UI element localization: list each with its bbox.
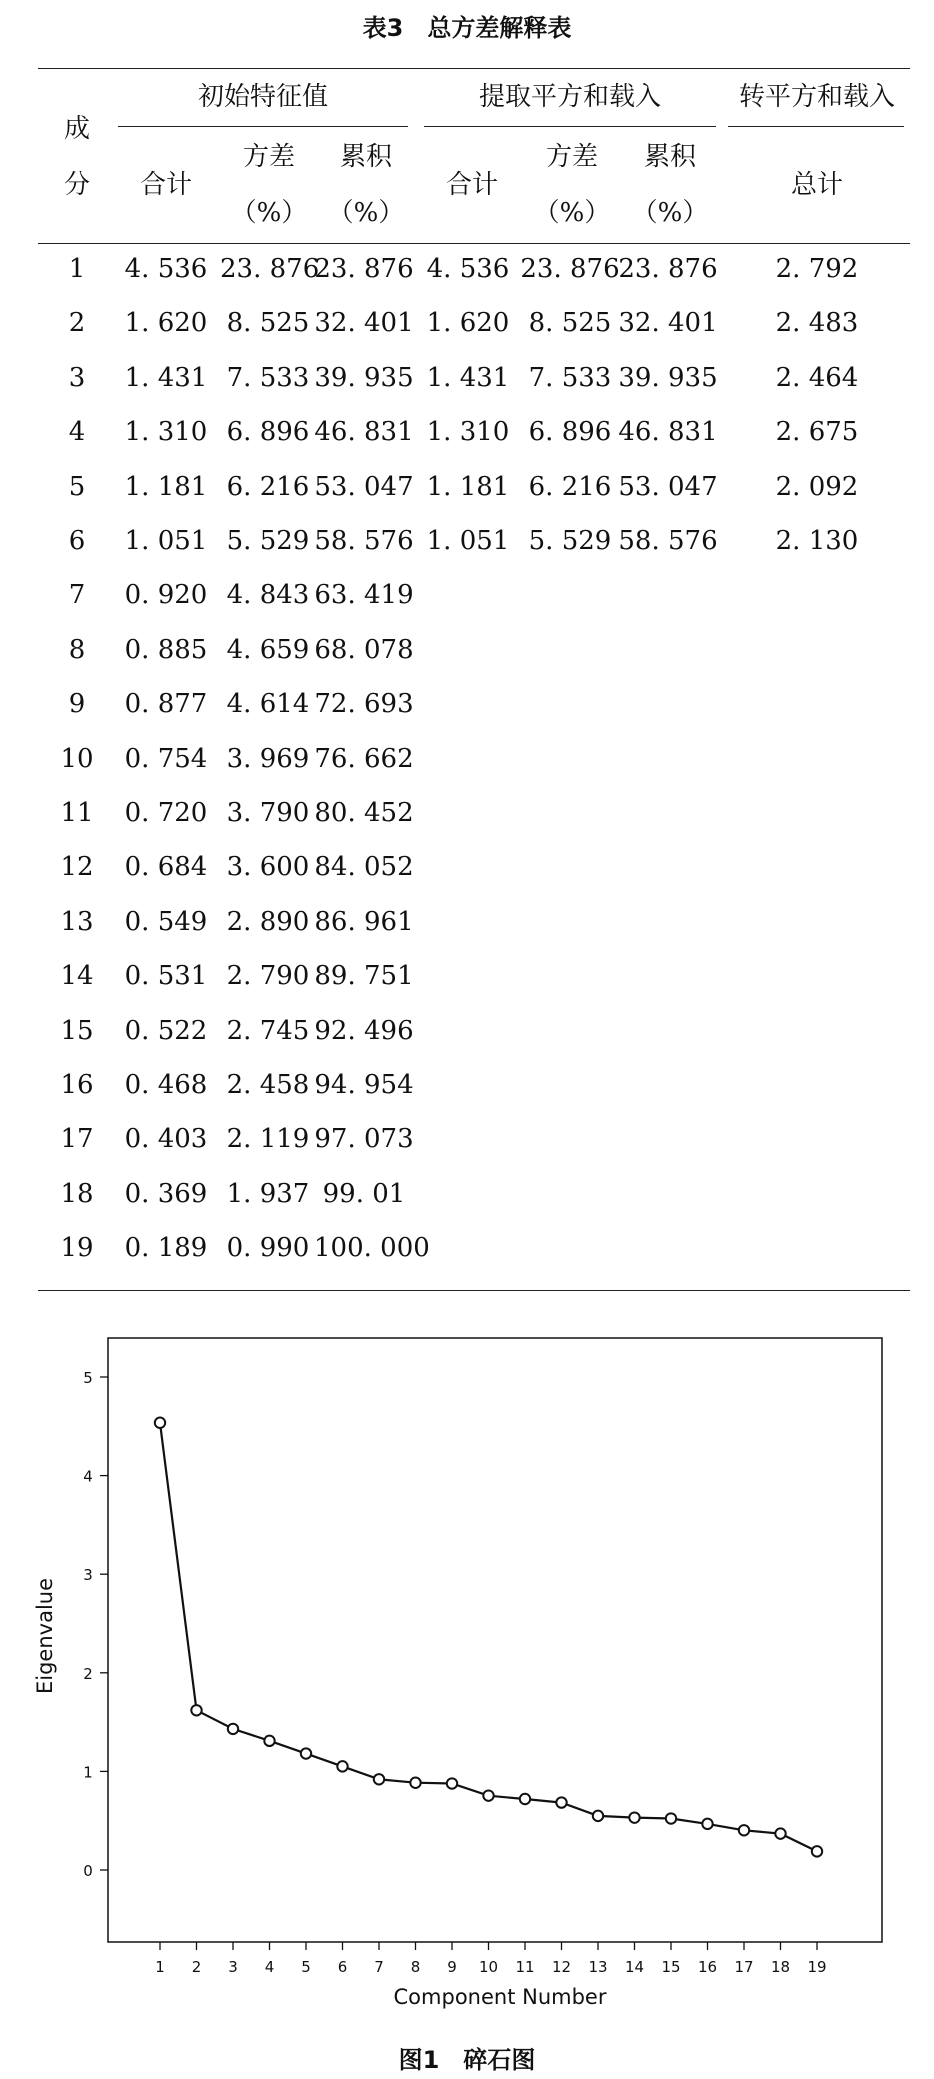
cell-initial-variance: 2. 745 [226,1015,310,1046]
y-tick-label: 0 [83,1862,93,1880]
cell-initial-cumulative: 68. 078 [314,634,414,665]
data-point [228,1724,238,1734]
cell-initial-variance: 2. 119 [226,1124,310,1155]
cell-initial-variance: 3. 969 [226,743,310,774]
cell-component: 8 [68,634,86,665]
cell-initial-cumulative: 92. 496 [314,1015,414,1046]
x-tick-label: 1 [155,1958,165,1976]
cell-component: 4 [68,417,86,448]
cell-initial-variance: 5. 529 [226,526,310,556]
cell-initial-variance: 1. 937 [226,1178,310,1209]
y-tick-label: 5 [83,1369,93,1387]
cell-rotation-total: 2. 483 [775,308,859,339]
x-tick-label: 16 [697,1958,718,1976]
header-initial-cumulative-unit: （%） [327,198,405,228]
y-axis [83,1369,108,1880]
cell-initial-variance: 2. 790 [226,961,310,992]
data-point [775,1828,785,1838]
header-initial-total: 合计 [139,170,192,200]
data-point [337,1761,347,1771]
data-point [666,1813,676,1823]
cell-component: 5 [68,471,86,502]
initial-group-rule [118,126,408,127]
cell-extraction-variance: 7. 533 [528,362,612,393]
x-tick-label: 4 [264,1958,275,1976]
cell-component: 14 [60,961,94,992]
header-extraction-variance: 方差 [545,142,598,172]
header-component-1: 成 [63,114,90,144]
cell-initial-variance: 3. 790 [226,798,310,828]
header-extraction-total: 合计 [445,170,498,200]
cell-component: 16 [60,1070,94,1100]
cell-initial-variance: 8. 525 [226,308,310,339]
cell-extraction-total: 1. 620 [426,308,510,339]
y-tick-label: 2 [83,1664,93,1683]
rotation-group-rule [728,126,904,127]
cell-extraction-cumulative: 32. 401 [618,308,718,339]
data-point [556,1797,566,1807]
cell-extraction-cumulative: 53. 047 [618,471,718,502]
cell-initial-total: 0. 369 [124,1178,208,1209]
series-line [160,1423,817,1852]
header-initial: 初始特征值 [197,82,328,112]
header-initial-cumulative: 累积 [339,142,392,172]
data-points [155,1418,822,1857]
cell-initial-variance: 4. 843 [226,580,310,611]
scree-plot [0,1296,934,2036]
table-bottom-rule [38,1290,910,1291]
cell-initial-total: 0. 754 [124,743,208,774]
cell-initial-total: 0. 531 [124,961,208,992]
header-rotation: 转平方和载入 [738,82,895,112]
cell-initial-total: 4. 536 [124,254,208,284]
cell-component: 17 [60,1124,94,1155]
cell-initial-total: 0. 522 [124,1015,208,1046]
x-tick-label: 19 [807,1958,827,1976]
cell-extraction-variance: 6. 216 [528,471,612,502]
cell-component: 1 [68,254,86,284]
x-tick-label: 13 [588,1958,608,1976]
data-point [374,1774,384,1784]
cell-initial-total: 0. 468 [124,1070,208,1100]
cell-component: 15 [60,1015,94,1046]
header-initial-variance-unit: （%） [230,198,308,228]
cell-initial-total: 0. 920 [124,580,208,611]
cell-initial-total: 1. 181 [124,471,208,502]
cell-initial-total: 0. 549 [124,906,208,937]
cell-initial-cumulative: 100. 000 [314,1233,430,1264]
x-tick-label: 11 [515,1958,535,1976]
header-extraction: 提取平方和载入 [478,82,661,112]
cell-initial-cumulative: 32. 401 [314,308,414,339]
cell-initial-cumulative: 58. 576 [314,526,414,556]
header-bottom-rule [38,243,910,244]
cell-extraction-total: 1. 051 [426,526,510,556]
cell-initial-total: 1. 051 [124,526,208,556]
data-point [410,1778,420,1788]
header-initial-variance: 方差 [242,142,295,172]
x-tick-label: 9 [447,1958,457,1976]
data-point [447,1778,457,1788]
cell-initial-variance: 6. 216 [226,471,310,502]
table-top-rule [38,68,910,69]
cell-initial-cumulative: 89. 751 [314,961,414,992]
cell-rotation-total: 2. 130 [775,526,859,556]
table-caption: 表3 总方差解释表 [362,14,572,42]
cell-initial-variance: 2. 890 [226,906,310,937]
cell-initial-cumulative: 97. 073 [314,1124,414,1155]
cell-component: 7 [68,580,86,611]
cell-component: 11 [60,798,94,828]
cell-rotation-total: 2. 464 [775,362,859,393]
figure-caption: 图1 碎石图 [398,2046,536,2074]
cell-rotation-total: 2. 675 [775,417,859,448]
cell-initial-total: 0. 684 [124,852,208,883]
cell-initial-cumulative: 72. 693 [314,689,414,720]
cell-extraction-total: 1. 310 [426,417,510,448]
cell-initial-variance: 4. 614 [226,689,310,720]
cell-initial-variance: 6. 896 [226,417,310,448]
cell-extraction-total: 4. 536 [426,254,510,284]
header-extraction-variance-unit: （%） [533,198,611,228]
x-tick-label: 15 [661,1958,681,1976]
y-axis-label: Eigenvalue [33,1577,57,1695]
x-tick-label: 7 [374,1958,384,1976]
x-tick-label: 6 [337,1958,348,1976]
cell-component: 3 [68,362,86,393]
cell-extraction-variance: 23. 876 [520,254,620,284]
cell-extraction-total: 1. 431 [426,362,510,393]
cell-rotation-total: 2. 792 [775,254,859,284]
cell-initial-total: 0. 720 [124,798,208,828]
cell-component: 19 [60,1233,94,1264]
header-extraction-cumulative: 累积 [643,142,696,172]
cell-initial-total: 1. 431 [124,362,208,393]
cell-component: 13 [60,906,94,937]
cell-initial-cumulative: 53. 047 [314,471,414,502]
cell-extraction-total: 1. 181 [426,471,510,502]
cell-initial-cumulative: 46. 831 [314,417,414,448]
data-point [520,1794,530,1804]
x-tick-label: 8 [410,1958,421,1976]
data-point [629,1812,639,1822]
cell-component: 10 [60,743,94,774]
x-tick-label: 5 [301,1958,311,1976]
x-axis-label: Component Number [393,1985,607,2009]
x-tick-label: 12 [551,1958,572,1976]
cell-rotation-total: 2. 092 [775,471,859,502]
cell-extraction-cumulative: 39. 935 [618,362,718,393]
extraction-group-rule [424,126,716,127]
x-axis [155,1942,826,1976]
cell-initial-variance: 7. 533 [226,362,310,393]
cell-extraction-variance: 5. 529 [528,526,612,556]
cell-component: 2 [68,308,86,339]
cell-component: 6 [68,526,86,556]
x-tick-label: 17 [734,1958,754,1976]
cell-initial-total: 1. 620 [124,308,208,339]
cell-initial-cumulative: 23. 876 [314,254,414,284]
cell-initial-cumulative: 84. 052 [314,852,414,883]
cell-initial-cumulative: 80. 452 [314,798,414,828]
cell-initial-variance: 0. 990 [226,1233,310,1264]
cell-component: 12 [60,852,94,883]
cell-initial-variance: 2. 458 [226,1070,310,1100]
data-point [593,1811,603,1821]
header-rotation-total: 总计 [790,170,843,200]
cell-initial-cumulative: 94. 954 [314,1070,414,1100]
cell-initial-variance: 23. 876 [220,254,320,284]
y-tick-label: 4 [83,1467,93,1486]
cell-extraction-variance: 8. 525 [528,308,612,339]
cell-initial-cumulative: 63. 419 [314,580,414,611]
data-point [739,1825,749,1835]
x-tick-label: 10 [478,1958,499,1976]
cell-extraction-cumulative: 46. 831 [618,417,718,448]
data-point [264,1736,274,1746]
data-point [483,1790,493,1800]
data-point [155,1418,165,1428]
cell-initial-cumulative: 76. 662 [314,743,414,774]
cell-initial-cumulative: 39. 935 [314,362,414,393]
cell-component: 9 [68,689,86,720]
cell-initial-variance: 3. 600 [226,852,310,883]
x-tick-label: 18 [770,1958,791,1976]
data-point [301,1748,311,1758]
y-tick-label: 1 [83,1763,93,1782]
y-tick-label: 3 [83,1566,93,1585]
cell-extraction-cumulative: 23. 876 [618,254,718,284]
data-point [812,1846,822,1856]
cell-initial-total: 0. 885 [124,634,208,665]
cell-initial-cumulative: 86. 961 [314,906,414,937]
cell-initial-cumulative: 99. 01 [322,1178,406,1209]
cell-component: 18 [60,1178,94,1209]
cell-initial-total: 0. 403 [124,1124,208,1155]
cell-initial-variance: 4. 659 [226,634,310,665]
cell-initial-total: 0. 877 [124,689,208,720]
data-point [191,1705,201,1715]
x-tick-label: 3 [228,1958,238,1976]
x-tick-label: 14 [624,1958,645,1976]
plot-frame [108,1338,882,1942]
data-point [702,1819,712,1829]
cell-extraction-variance: 6. 896 [528,417,612,448]
cell-initial-total: 0. 189 [124,1233,208,1264]
x-tick-label: 2 [191,1958,202,1976]
cell-extraction-cumulative: 58. 576 [618,526,718,556]
cell-initial-total: 1. 310 [124,417,208,448]
header-component-2: 分 [63,170,90,200]
header-extraction-cumulative-unit: （%） [631,198,709,228]
